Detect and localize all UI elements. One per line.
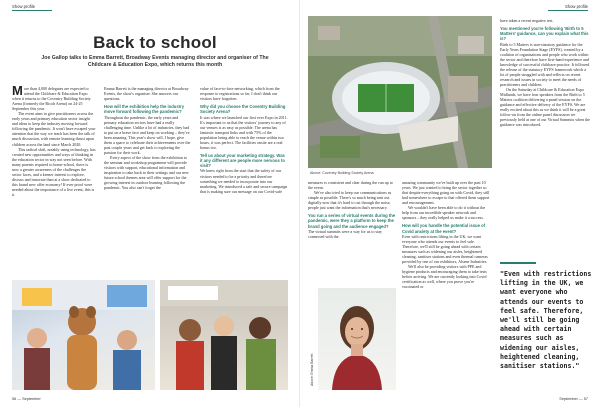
interview-question: Why did you choose the Coventry Building Society Arena? <box>200 104 286 115</box>
column-4 <box>308 180 396 239</box>
paragraph: Birth to 5 Matters is non-statutory guidance for the Early Years Foundation Stage (EYFS), created by a coalition of organisations and people who work within the sector and therefore have first-hand experience and knowledge of successful childcare practice. It followed the release of the statutory EYFS framework which a lot of people struggled with and reflects on recent research and issues in society to meet the needs of practitioners and children. <box>500 41 590 88</box>
pull-quote-text: "Even with restrictions lifting in the UK, we want everyone who attends our events to feel safe. Therefore, we'll still be going ahead with certain measures such as widening our aisles, heightened cleaning, sanitiser stations." <box>500 270 592 371</box>
expo-stand-illustration <box>160 280 288 390</box>
expo-visitors-illustration <box>12 280 155 390</box>
paragraph: Every aspect of the show from the exhibition to the seminar and workshop programme will provide visitors with support, educational information and inspiration to take back to their settings and our new future school themes area will offer support for the growing interest in outdoor learning following the pandemic. You also can't forget the <box>104 154 189 191</box>
paragraph: amazing community we've built up over the past 10 years. We just wanted to bring the sector together so that despite everything going on with Covid, they still had somewhere to escape to that offered them support and encouragement. <box>402 180 490 206</box>
article-title: Back to school <box>93 33 217 52</box>
interview-question: You mentioned you're following 'Birth to 5 Matters' guidance, can you explain what this is? <box>500 26 589 42</box>
interview-question: You run a series of virtual events during the pandemic, were they a platform to keep the brand going and the audience engaged? <box>308 213 396 229</box>
stadium-caption: Above: Coventry Building Society Arena <box>310 171 374 175</box>
article-standfirst: Joe Gallop talks to Emma Barrett, Broadway Events managing director and organiser of The Childcare & Education Expo, which returns this month <box>41 55 269 68</box>
paragraph: Emma Barrett is the managing director at Broadway Events, the show's organiser. She answers our questions. <box>104 86 189 102</box>
paragraph: We knew right from the start that the safety of our visitors needed to be a priority and therefore something we needed to incorporate into our marketing. We introduced a safe and secure campaign that is making sure our message on our Covid-safe <box>200 168 288 194</box>
interview-question: How will you handle the potential issue of Covid anxiety at the event? <box>402 223 486 234</box>
paragraph: value of face-to-face networking, which from the response to registrations so far, I don't think our visitors have forgotten. <box>200 86 280 102</box>
paragraph: have taken a recent negative test. <box>500 18 554 23</box>
column-6 <box>500 18 590 127</box>
drop-cap: M <box>12 83 23 98</box>
page-number-right: September — 57 <box>559 397 588 401</box>
section-tag-right: Show profile <box>564 4 588 9</box>
paragraph: The event aims to give practitioners across the early years and primary education sector insight and ideas to keep the industry moving forward following the pandemic. It won't have escaped your attention that the way we teach has been the talk of much discussion, with remote learning thrust upon children across the land since March 2020. <box>12 111 96 147</box>
paragraph: It was where we launched our first ever Expo in 2011. It's important to us that the visitors' journey to any of our venues is as easy as possible. The arena has fantastic transport links and with 75% of the population being able to reach the venue within two hours, it was perfect. The facilities onsite are a real bonus too. <box>200 114 288 150</box>
paragraph: The virtual summits were a way for us to stay connected with the <box>308 228 383 239</box>
paragraph: More than 4,000 delegates are expected to attend the Childcare & Education Expo when it returns to the Coventry Building Society Arena (formerly the Ricoh Arena) on 24-25 September this year. <box>12 83 91 112</box>
paragraph: We wouldn't have been able to do it without the help from our incredible speaker network and sponsors – they really helped us make it a success. <box>402 205 486 221</box>
column-3 <box>200 86 288 194</box>
interview-question: How will the exhibition help the industry move forward following the pandemic? <box>104 104 185 115</box>
column-1 <box>12 83 96 197</box>
paragraph: measures is consistent and clear during the run up to the event. <box>308 180 393 191</box>
stadium-aerial-illustration <box>308 16 492 168</box>
expo-visitors-photo <box>12 280 155 390</box>
portrait-caption: Above: Emma Barrett <box>310 353 314 386</box>
paragraph: We'll also be providing visitors with PPE and hygiene products and encouraging them to take tests before arriving. We are currently looking into Covid certification as well, where you prove you're vaccinated or <box>402 264 487 290</box>
paragraph: On the Saturday at Childcare & Education Expo Midlands, we have four speakers from the Birth to 5 Matters coalition delivering a panel session on the guidance and effective delivery of the EYFS. We are really excited about this as we think it will be a great follow-on from the online panel discussion we previously held at one of our Virtual Summits when the guidance was introduced. <box>500 87 590 128</box>
column-2 <box>104 86 192 190</box>
page-number-left: 56 — September <box>12 397 41 401</box>
expo-stand-photo <box>160 280 288 390</box>
section-tag-left: Show profile <box>12 4 36 9</box>
column-5 <box>402 180 490 289</box>
section-rule-left <box>12 10 52 11</box>
paragraph: We've also tried to keep our communications as simple as possible. There's so much being sent out digitally now that it's hard to cut through the noise, people just want the information that's necessary. <box>308 190 392 211</box>
pull-quote-rule <box>500 262 536 264</box>
paragraph: Throughout the pandemic, the early years and primary education sectors have had a really challenging time. Unlike a lot of industries, they had to put on a brave face and keep on working – they've been amazing. This year's show will, I hope, give them a space to celebrate their achievements over the past couple years and get back to exploring the passion for their work. <box>104 114 191 155</box>
emma-barrett-portrait <box>318 288 396 390</box>
interview-question: Tell us about your marketing strategy. Was it any different are people more nervous to visit? <box>200 152 285 169</box>
paragraph: This radical shift, notably using technology, has created new opportunities and ways of thinking in the education sector in way not seen before. With many parents required to home-school, there is now a greater awareness of the challenges the sector faces, and a keener interest to explore, discuss and innovate than at a show dedicated to this brand new offer economy! If ever proof were needed about the importance of a live event, this is it. <box>12 146 96 197</box>
section-rule-right <box>548 10 588 11</box>
pull-quote <box>500 262 592 371</box>
paragraph: Even with restrictions lifting in the UK, we want everyone who attends our events to feel safe. Therefore, we'll still be going ahead with certain measures such as widening our aisles, heightened cleaning, sanitiser stations and even thermal cameras provided by one of our exhibitors, Alsene Industries. <box>402 233 488 265</box>
portrait-illustration <box>318 288 396 390</box>
stadium-aerial-photo <box>308 16 492 168</box>
